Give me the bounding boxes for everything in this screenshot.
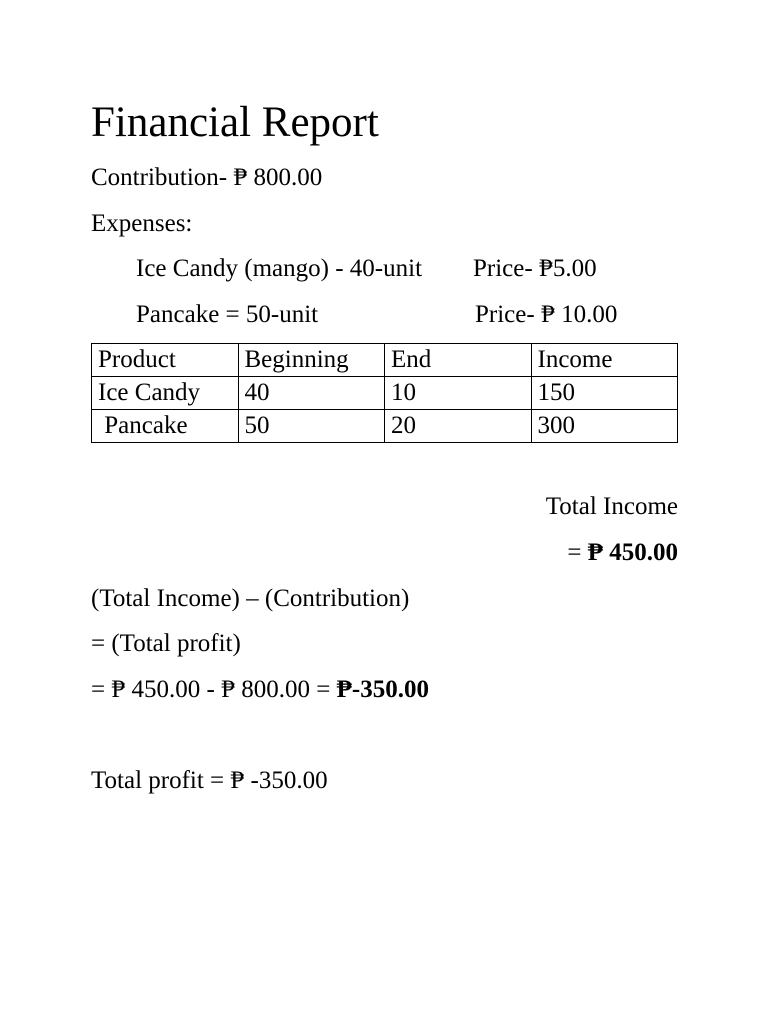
table-cell: 50 [238, 410, 385, 443]
expense-item-ice-candy: Ice Candy (mango) - 40-unit [136, 255, 423, 282]
table-header-cell: Income [531, 344, 678, 377]
table-cell: 10 [385, 377, 532, 410]
total-income-value: ₱ 450.00 [587, 539, 678, 566]
table-header-cell: Product [92, 344, 239, 377]
table-header-cell: Beginning [238, 344, 385, 377]
total-income-prefix: = [567, 539, 588, 566]
table-cell: 40 [238, 377, 385, 410]
table-header-cell: End [385, 344, 532, 377]
formula-line-3-prefix: = ₱ 450.00 - ₱ 800.00 = [91, 676, 337, 703]
table-cell: 300 [531, 410, 678, 443]
table-cell: Ice Candy [92, 377, 239, 410]
table-row [92, 410, 678, 443]
formula-line-3 [91, 675, 429, 705]
report-title: Financial Report [91, 99, 379, 146]
contribution-line: Contribution- ₱ 800.00 [91, 164, 323, 191]
table-cell: 20 [385, 410, 532, 443]
inventory-table [91, 343, 678, 443]
table-row [92, 377, 678, 410]
table-cell: 150 [531, 377, 678, 410]
total-income-label: Total Income [545, 493, 678, 520]
expenses-heading: Expenses: [91, 210, 193, 237]
formula-line-1: (Total Income) – (Contribution) [91, 585, 410, 612]
formula-line-3-result: ₱-350.00 [336, 676, 429, 703]
total-profit-line: Total profit = ₱ -350.00 [91, 767, 328, 794]
table-cell: Pancake [92, 410, 239, 443]
table-header-row [92, 344, 678, 377]
total-income-value-line [567, 538, 678, 568]
expense-price-pancake: Price- ₱ 10.00 [475, 301, 618, 328]
expense-item-pancake: Pancake = 50-unit [136, 301, 319, 328]
expense-price-ice-candy: Price- ₱5.00 [473, 255, 597, 282]
formula-line-2: = (Total profit) [91, 630, 241, 657]
